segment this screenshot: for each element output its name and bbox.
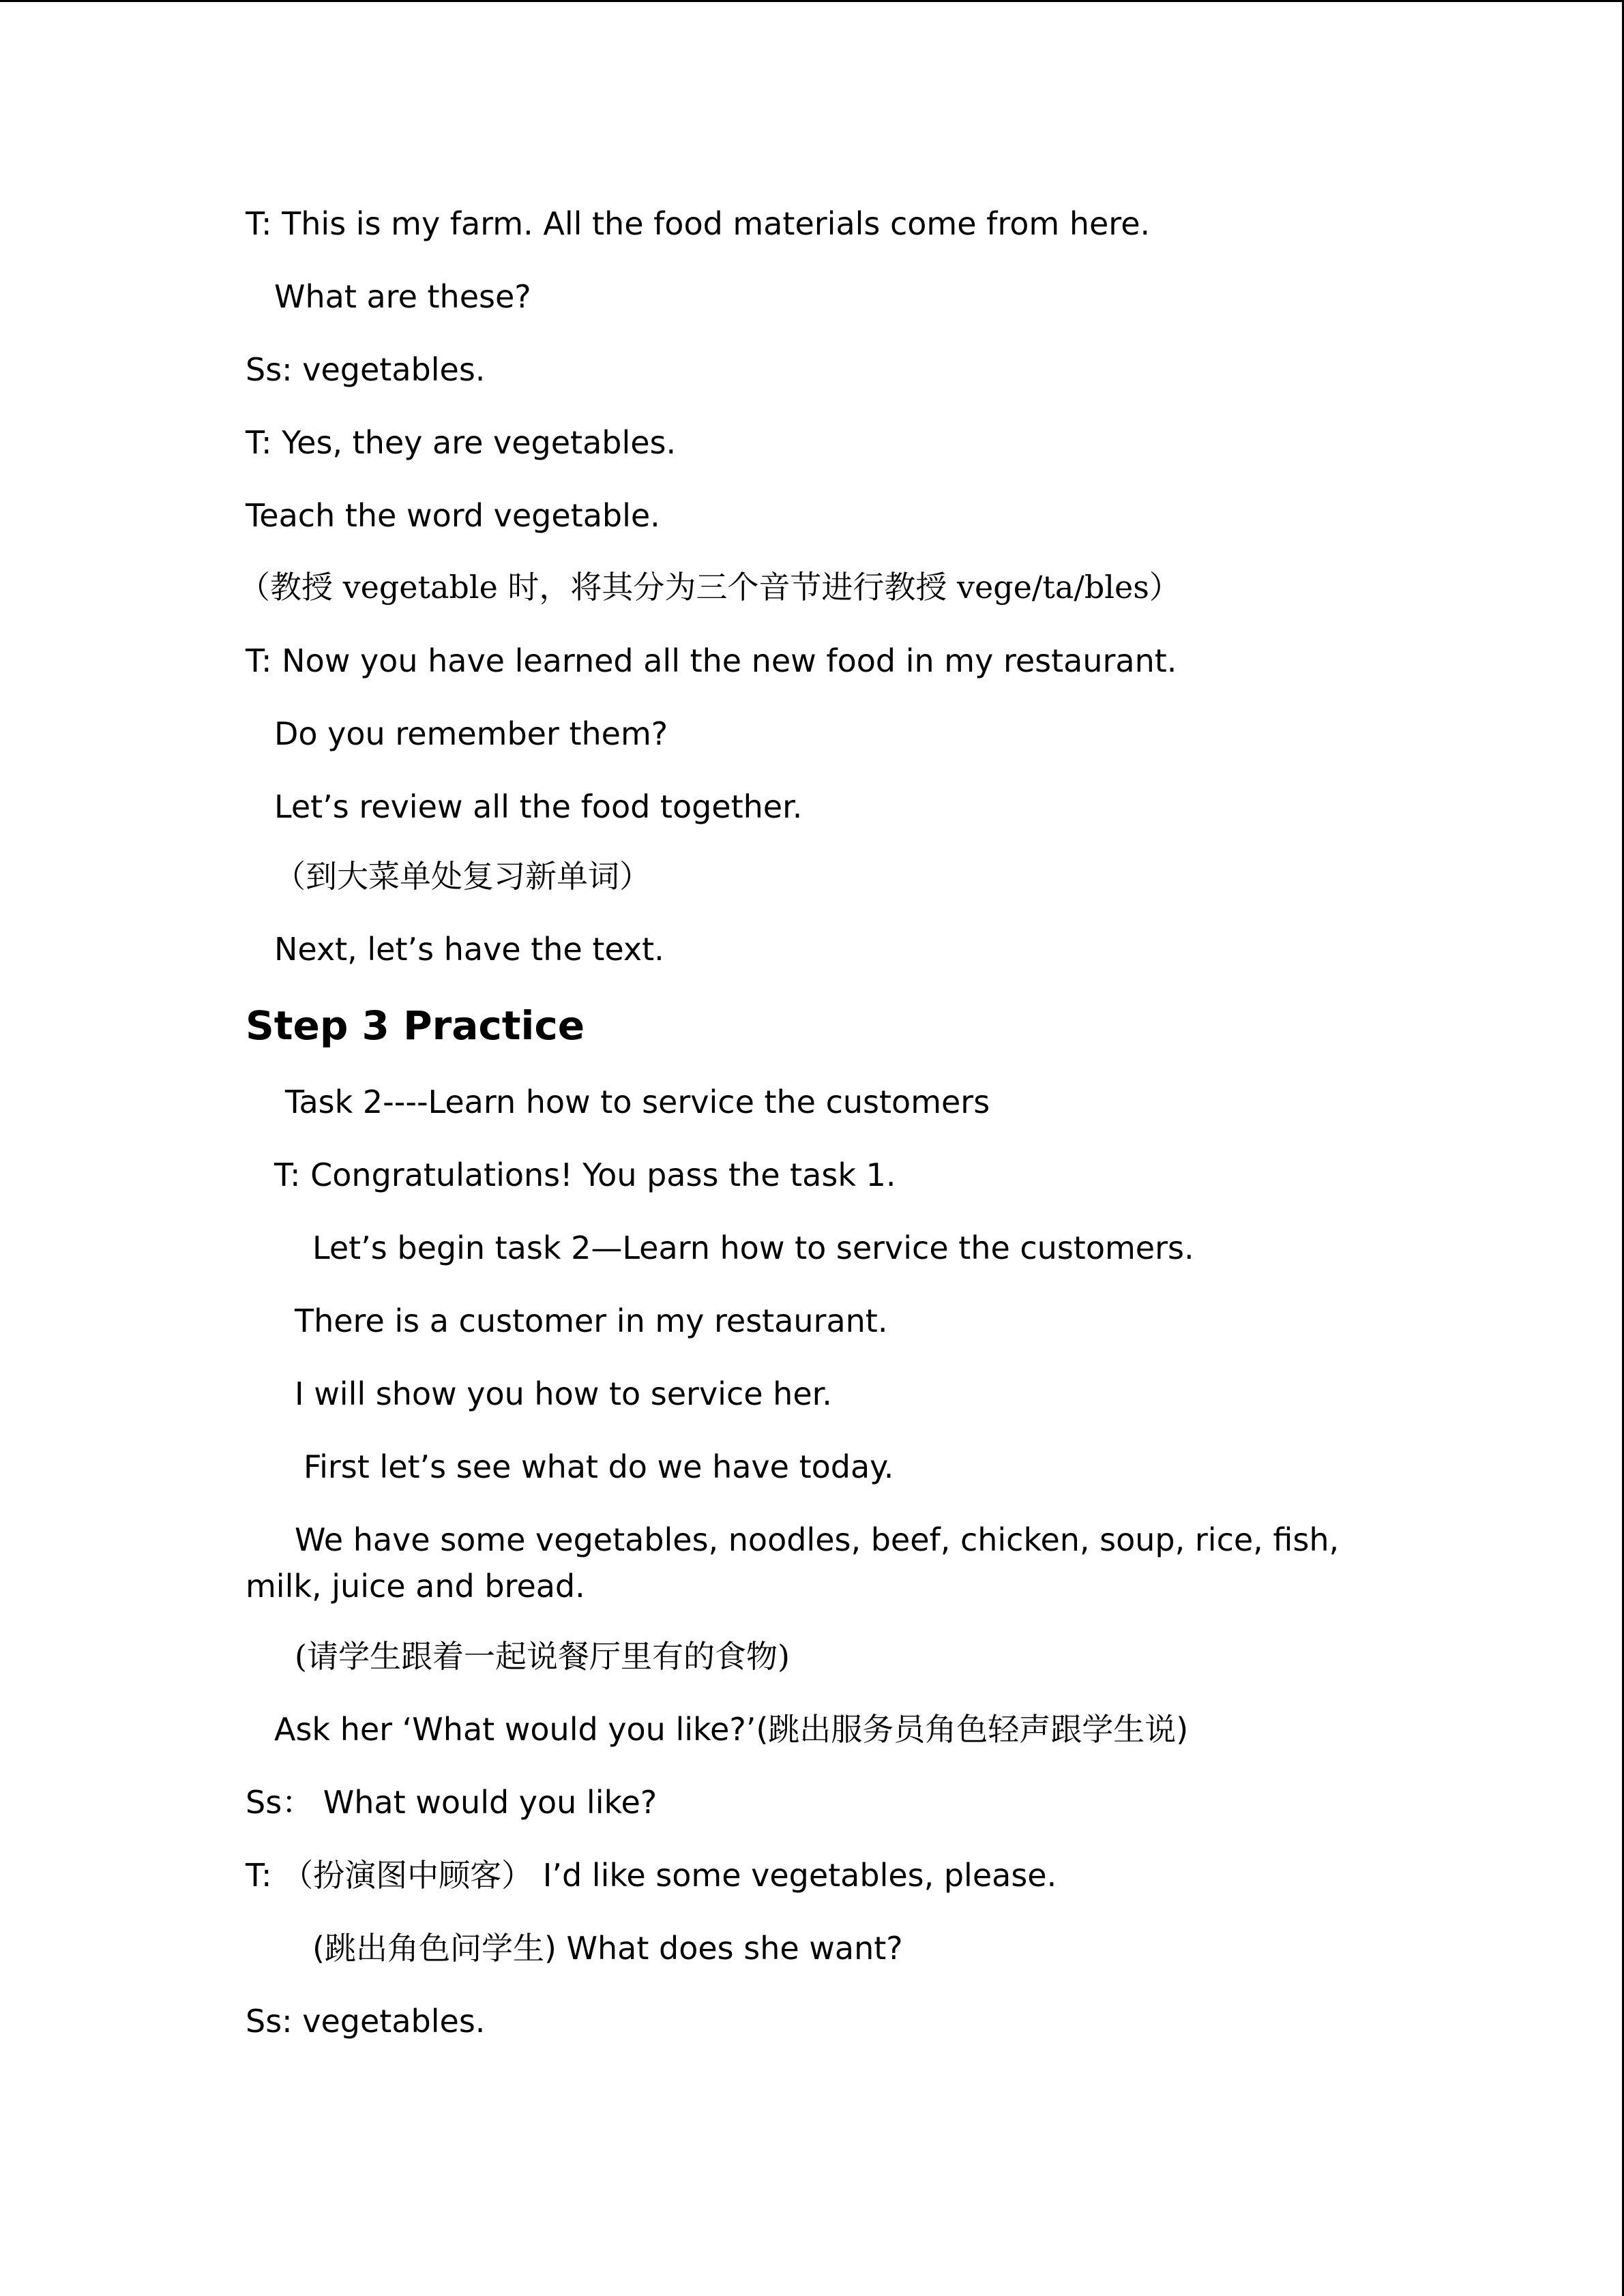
text-line: Do you remember them? — [274, 715, 668, 752]
text-line: （到大菜单处复习新单词） — [274, 858, 651, 895]
text-line: （教授 vegetable 时，将其分为三个音节进行教授 vege/ta/bles） — [239, 569, 1181, 606]
text-line: T: Congratulations! You pass the task 1. — [274, 1157, 896, 1193]
text-line: T: Now you have learned all the new food in my restaurant. — [246, 642, 1177, 679]
text-line: First let’s see what do we have today. — [304, 1448, 894, 1485]
text-line: Let’s review all the food together. — [274, 788, 803, 825]
text-line: Teach the word vegetable. — [246, 497, 660, 534]
text-line: Ss: vegetables. — [246, 2003, 486, 2040]
text-line: I will show you how to service her. — [295, 1375, 832, 1412]
text-line: Let’s begin task 2—Learn how to service the customers. — [312, 1229, 1194, 1266]
text-line: (跳出角色问学生) What does she want? — [312, 1930, 903, 1967]
text-line: Ss: vegetables. — [246, 351, 486, 388]
text-line: T: （扮演图中顾客） I’d like some vegetables, please. — [246, 1857, 1057, 1894]
text-line: Task 2----Learn how to service the customers — [285, 1084, 990, 1120]
text-line: (请学生跟着一起说餐厅里有的食物) — [295, 1638, 790, 1675]
text-line: Ss： What would you like? — [246, 1784, 658, 1821]
text-line: There is a customer in my restaurant. — [295, 1302, 888, 1339]
text-line: Next, let’s have the text. — [274, 931, 664, 968]
text-line: Ask her ‘What would you like?’(跳出服务员角色轻声跟学生说) — [274, 1711, 1189, 1748]
section-heading: Step 3 Practice — [246, 1002, 585, 1049]
text-line: T: This is my farm. All the food materials come from here. — [246, 205, 1151, 242]
text-line: What are these? — [274, 278, 531, 315]
text-line: We have some vegetables, noodles, beef, chicken, soup, rice, fish, milk, juice and bread. — [246, 1521, 1340, 1605]
text-line: T: Yes, they are vegetables. — [246, 424, 677, 461]
